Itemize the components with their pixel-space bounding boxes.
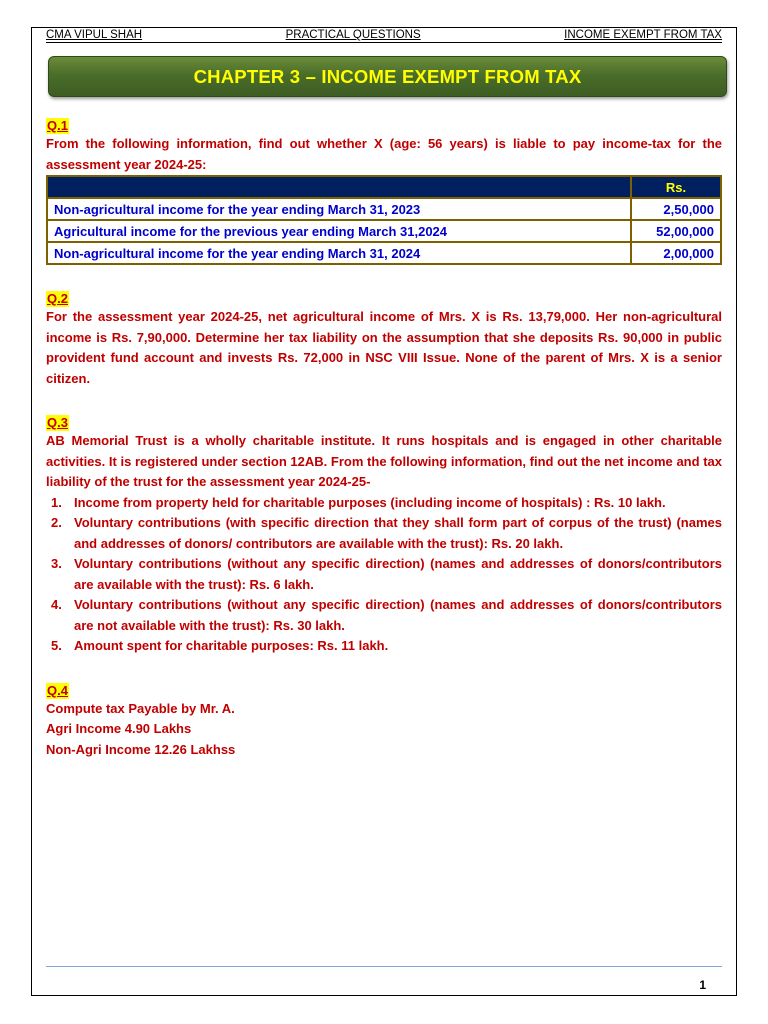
table-row <box>47 198 721 220</box>
header-topic: INCOME EXEMPT FROM TAX <box>564 29 722 41</box>
list-item-number: 1. <box>51 494 62 510</box>
table-cell-amount: 2,00,000 <box>631 242 721 264</box>
list-item-number: 4. <box>51 597 62 612</box>
question-2 <box>46 285 722 389</box>
question-4 <box>46 677 722 761</box>
list-item-text: Voluntary contributions (without any specific direction) (names and addresses of donors/contributors are not available with the trust): Rs. 30 lakh. <box>74 597 722 633</box>
chapter-banner <box>48 56 727 97</box>
list-item-text: Voluntary contributions (without any specific direction) (names and addresses of donors/contributors are available with the trust): Rs. 6 lakh. <box>74 556 722 592</box>
list-item-text: Amount spent for charitable purposes: Rs. 11 lakh. <box>74 638 389 653</box>
question-3-label: Q.3 <box>47 415 68 430</box>
page-header <box>46 29 722 43</box>
question-3 <box>46 409 722 657</box>
table-cell-amount: 2,50,000 <box>631 198 721 220</box>
table-row <box>47 220 721 242</box>
list-item-number: 5. <box>51 638 62 653</box>
question-3-text: AB Memorial Trust is a wholly charitable institute. It runs hospitals and is engaged in other charitable activities. It is registered under section 12AB. From the following information, find out the net income and tax liability of the trust for the assessment year 2024-25- <box>46 433 722 489</box>
header-section: PRACTICAL QUESTIONS <box>285 29 421 41</box>
table-row <box>47 242 721 264</box>
footer-divider <box>46 966 722 967</box>
table-cell-desc: Non-agricultural income for the year ending March 31, 2023 <box>47 198 631 220</box>
question-4-line: Agri Income 4.90 Lakhs <box>46 721 192 736</box>
question-1-text: From the following information, find out whether X (age: 56 years) is liable to pay income-tax for the assessment year 2024-25: <box>46 136 722 172</box>
list-item-number: 2. <box>51 515 62 530</box>
list-item-text: Income from property held for charitable purposes (including income of hospitals) : Rs. 10 lakh. <box>74 494 666 510</box>
table-header-amount: Rs. <box>631 176 721 198</box>
table-cell-desc: Agricultural income for the previous year ending March 31,2024 <box>47 220 631 242</box>
list-item <box>46 493 722 514</box>
questions-content <box>46 112 722 780</box>
table-header-row <box>47 176 721 198</box>
list-item <box>46 636 722 657</box>
list-item <box>46 554 722 595</box>
question-1 <box>46 112 722 265</box>
page-number: 1 <box>699 978 706 992</box>
question-4-line: Non-Agri Income 12.26 Lakhss <box>46 741 236 757</box>
header-author: CMA VIPUL SHAH <box>46 29 143 41</box>
table-cell-desc: Non-agricultural income for the year ending March 31, 2024 <box>47 242 631 264</box>
list-item-text: Voluntary contributions (with specific direction that they shall form part of corpus of the trust) (names and addresses of donors/ contributors are available with the trust): Rs. 20 lakh. <box>74 515 722 551</box>
list-item <box>46 513 722 554</box>
question-4-label: Q.4 <box>47 682 68 698</box>
list-item <box>46 595 722 636</box>
table-cell-amount: 52,00,000 <box>631 220 721 242</box>
question-2-label: Q.2 <box>47 291 68 306</box>
question-2-text: For the assessment year 2024-25, net agricultural income of Mrs. X is Rs. 13,79,000. Her non-agricultural income is Rs. 7,90,000. Determine her tax liability on the assumption that she deposits Rs. 90,000 in public provident fund account and invests Rs. 72,000 in NSC VIII Issue. None of the parent of Mrs. X is a senior citizen. <box>46 309 722 386</box>
question-4-line: Compute tax Payable by Mr. A. <box>46 700 235 716</box>
income-table <box>46 175 722 265</box>
question-1-label: Q.1 <box>47 118 68 133</box>
question-3-list <box>46 493 722 657</box>
table-header-desc <box>47 176 631 198</box>
chapter-title: CHAPTER 3 – INCOME EXEMPT FROM TAX <box>193 65 582 87</box>
list-item-number: 3. <box>51 556 62 571</box>
